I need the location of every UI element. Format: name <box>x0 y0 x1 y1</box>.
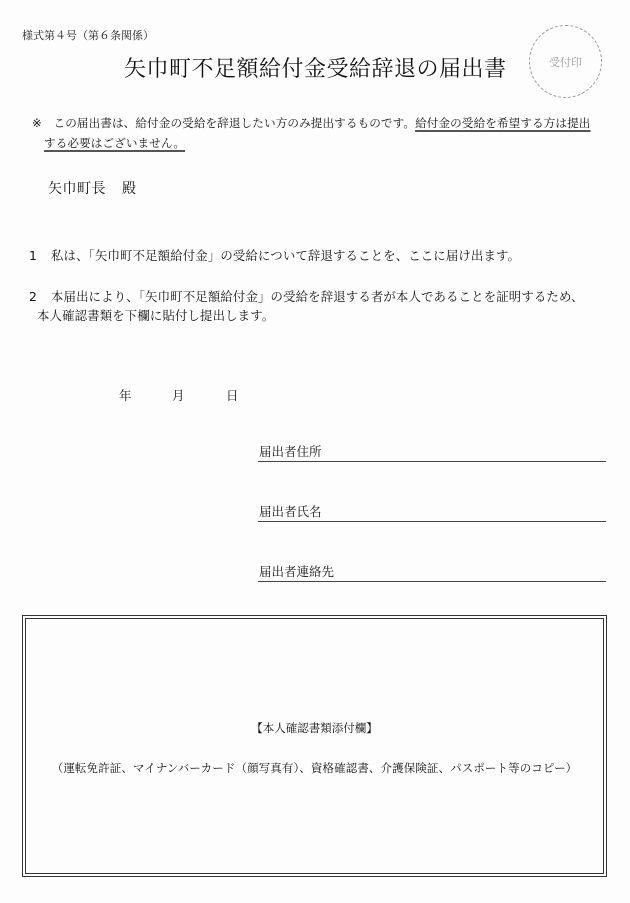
date-year-label: 年 <box>119 388 132 403</box>
applicant-name-field[interactable] <box>258 502 606 522</box>
applicant-contact-field[interactable] <box>258 562 606 582</box>
field-label: 届出者連絡先 <box>259 564 335 579</box>
note-line-1 <box>32 115 591 131</box>
note-text: ※ この届出書は、給付金の受給を辞退したい方のみ提出するものです。 <box>32 116 416 130</box>
applicant-address-field[interactable] <box>258 442 606 462</box>
note-emphasis: 給付金の受給を希望する方は提出 <box>415 116 591 130</box>
form-number: 様式第４号（第６条関係） <box>22 29 154 42</box>
item-text: 私は、「矢巾町不足額給付金」の受給について辞退することを、ここに届け出ます。 <box>51 248 521 263</box>
item-text-line-2: 本人確認書類を下欄に貼付し提出します。 <box>37 308 275 323</box>
addressee-name: 矢巾町長 <box>48 181 106 197</box>
item-number: 2 <box>29 289 38 304</box>
addressee <box>48 178 137 198</box>
field-label: 届出者住所 <box>259 444 322 459</box>
addressee-honorific: 殿 <box>122 181 137 197</box>
statement-item-2 <box>29 287 584 305</box>
attachment-title: 【本人確認書類添付欄】 <box>251 721 378 735</box>
field-label: 届出者氏名 <box>259 504 322 519</box>
item-number: 1 <box>29 248 38 263</box>
stamp-label: 受付印 <box>549 55 582 69</box>
statement-item-2-continued <box>37 306 274 324</box>
date-month-label: 月 <box>172 388 185 403</box>
note-line-2 <box>44 135 185 151</box>
statement-item-1 <box>29 246 520 264</box>
date-day-label: 日 <box>226 388 239 403</box>
page-title: 矢巾町不足額給付金受給辞退の届出書 <box>124 57 507 82</box>
id-document-attachment-area <box>22 615 607 877</box>
note-emphasis-continued: する必要はございません。 <box>44 136 186 150</box>
reception-stamp-area <box>529 25 602 98</box>
attachment-description: （運転免許証、マイナンバーカード（顔写真有）、資格確認書、介護保険証、パスポート等のコピー） <box>51 761 578 775</box>
item-text-line-1: 本届出により、「矢巾町不足額給付金」の受給を辞退する者が本人であることを証明するため、 <box>51 289 584 304</box>
